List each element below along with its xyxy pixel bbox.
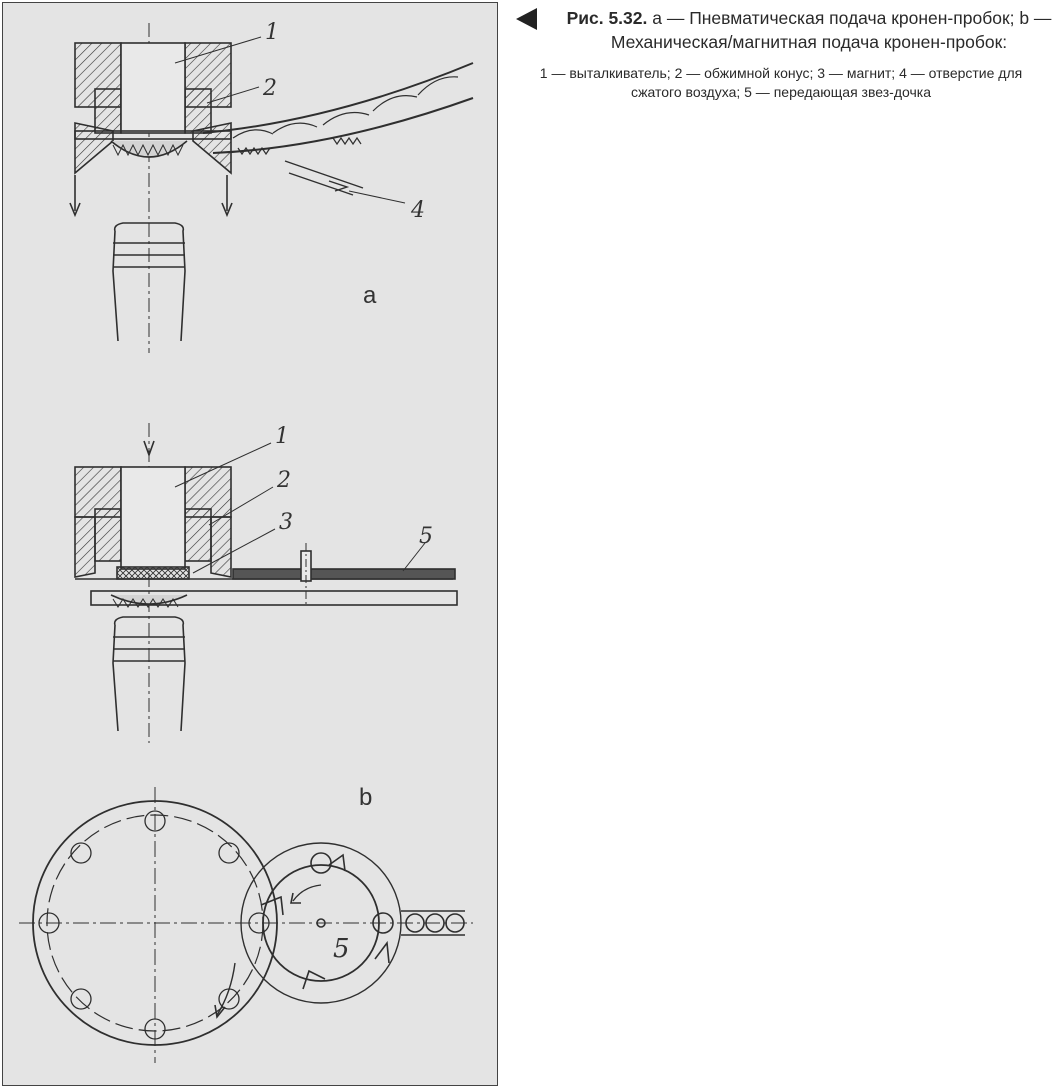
callout-a-1: 1 [265,20,279,45]
caption-title-text: a — Пневматическая подача кронен-пробок; b — Механическая/магнитная подача кронен-пробок: [610,8,1052,52]
figure-panel [2,2,498,1086]
callout-a-2: 2 [263,76,277,101]
callout-a-4: 4 [411,198,425,223]
callout-b-1: 1 [275,424,289,449]
magnetic-feed-diagram [19,423,473,1063]
callout-b-5: 5 [419,524,433,549]
panel-b-label: b [359,784,373,811]
callout-b-3: 3 [279,510,293,535]
caption-legend: 1 — выталкиватель; 2 — обжимной конус; 3 — магнит; 4 — отверстие для сжатого воздуха; 5 — передающая звез-дочка [539,65,1023,100]
figure-number: Рис. 5.32. [566,8,648,28]
star-wheel-label: 5 [333,934,350,964]
caption-title [566,6,1052,54]
pneumatic-feed-diagram [70,23,473,353]
panel-a-label: a [363,282,377,309]
figure-caption [516,6,1052,102]
callout-b-2: 2 [277,468,291,493]
